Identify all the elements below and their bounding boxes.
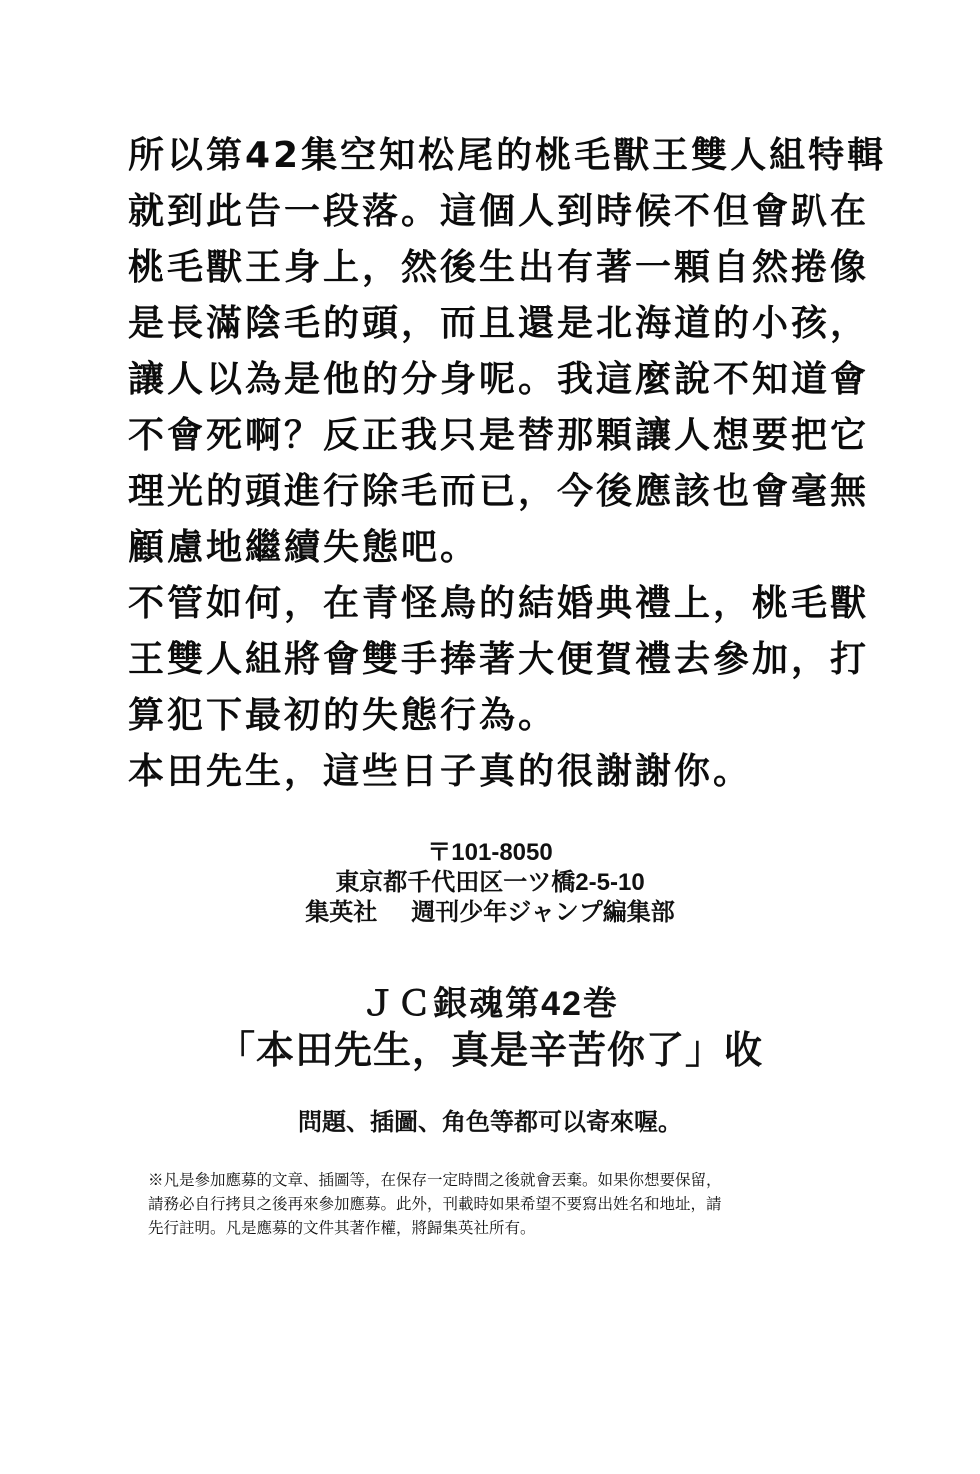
message-line: 讓人以為是他的分身呢。我這麼說不知道會 (128, 359, 870, 400)
message-line: 桃毛獸王身上，然後生出有著一顆自然捲像 (128, 247, 870, 288)
submission-volume: ＪＣ銀魂第42巻 (361, 985, 619, 1023)
message-line: 顧慮地繼續失態吧。 (128, 527, 480, 568)
notice-line: 先行註明。凡是應募的文件其著作權，將歸集英社所有。 (148, 1219, 536, 1237)
message-line: 是長滿陰毛的頭，而且還是北海道的小孩， (128, 303, 870, 344)
author-message (128, 128, 887, 800)
postal-code: 〒101-8050 (427, 839, 553, 866)
publisher-department (0, 898, 980, 928)
notice-line: ※凡是參加應募的文章、插圖等，在保存一定時間之後就會丟棄。如果你想要保留， (148, 1171, 722, 1189)
message-line: 所以第42集空知松尾的桃毛獸王雙人組特輯 (128, 135, 887, 176)
message-line: 算犯下最初的失態行為。 (128, 695, 558, 736)
notice-line: 請務必自行拷貝之後再來參加應募。此外，刊載時如果希望不要寫出姓名和地址，請 (148, 1195, 722, 1213)
submission-notice (148, 1168, 838, 1240)
publisher-name: 集英社 (305, 899, 378, 926)
message-line: 本田先生，這些日子真的很謝謝你。 (128, 751, 753, 792)
submission-invite: 問題、插圖、角色等都可以寄來喔。 (298, 1109, 682, 1136)
message-line: 王雙人組將會雙手捧著大便賀禮去參加，打 (128, 639, 870, 680)
message-line: 不管如何，在青怪鳥的結婚典禮上，桃毛獸 (128, 583, 870, 624)
mailing-address (0, 838, 980, 928)
department-name: 週刊少年ジャンプ編集部 (411, 899, 675, 926)
street-address: 東京都千代田区一ツ橋2-5-10 (335, 869, 645, 896)
submission-title (0, 982, 980, 1076)
message-line: 就到此告一段落。這個人到時候不但會趴在 (128, 191, 870, 232)
message-line: 理光的頭進行除毛而已，今後應該也會毫無 (128, 471, 870, 512)
submission-recipient: 「本田先生，真是辛苦你了」收 (216, 1030, 763, 1072)
message-line: 不會死啊？反正我只是替那顆讓人想要把它 (128, 415, 870, 456)
